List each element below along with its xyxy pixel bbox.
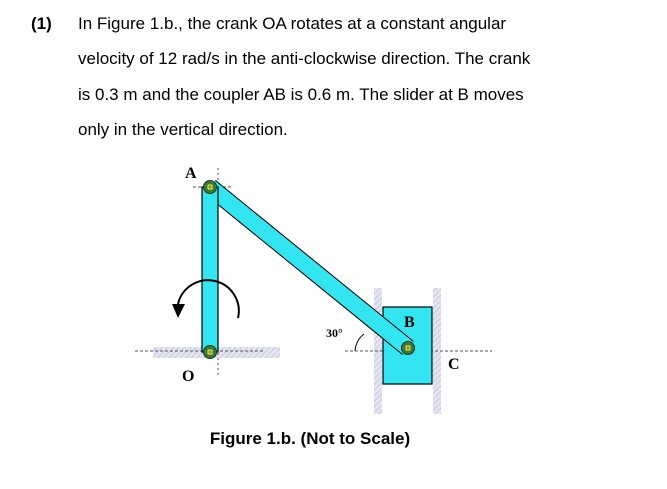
pin-b bbox=[402, 342, 415, 355]
label-angle: 30° bbox=[326, 326, 343, 340]
question-number: (1) bbox=[31, 14, 52, 33]
question-line-4: only in the vertical direction. bbox=[78, 120, 288, 139]
angle-arc bbox=[355, 334, 364, 351]
pin-a bbox=[204, 181, 217, 194]
question-line-3: is 0.3 m and the coupler AB is 0.6 m. The slider at B moves bbox=[78, 85, 524, 104]
coupler-ab bbox=[210, 187, 408, 348]
label-a: A bbox=[185, 165, 197, 182]
label-c: C bbox=[448, 356, 460, 373]
label-b: B bbox=[404, 314, 415, 331]
figure-caption: Figure 1.b. (Not to Scale) bbox=[209, 429, 411, 448]
question-line-2: velocity of 12 rad/s in the anti-clockwise direction. The crank bbox=[78, 49, 531, 68]
question-line-1: In Figure 1.b., the crank OA rotates at a constant angular bbox=[78, 14, 507, 33]
pin-o bbox=[204, 346, 217, 359]
label-o: O bbox=[182, 368, 195, 385]
crank-oa bbox=[202, 187, 218, 352]
rotation-arrowhead bbox=[172, 304, 185, 318]
